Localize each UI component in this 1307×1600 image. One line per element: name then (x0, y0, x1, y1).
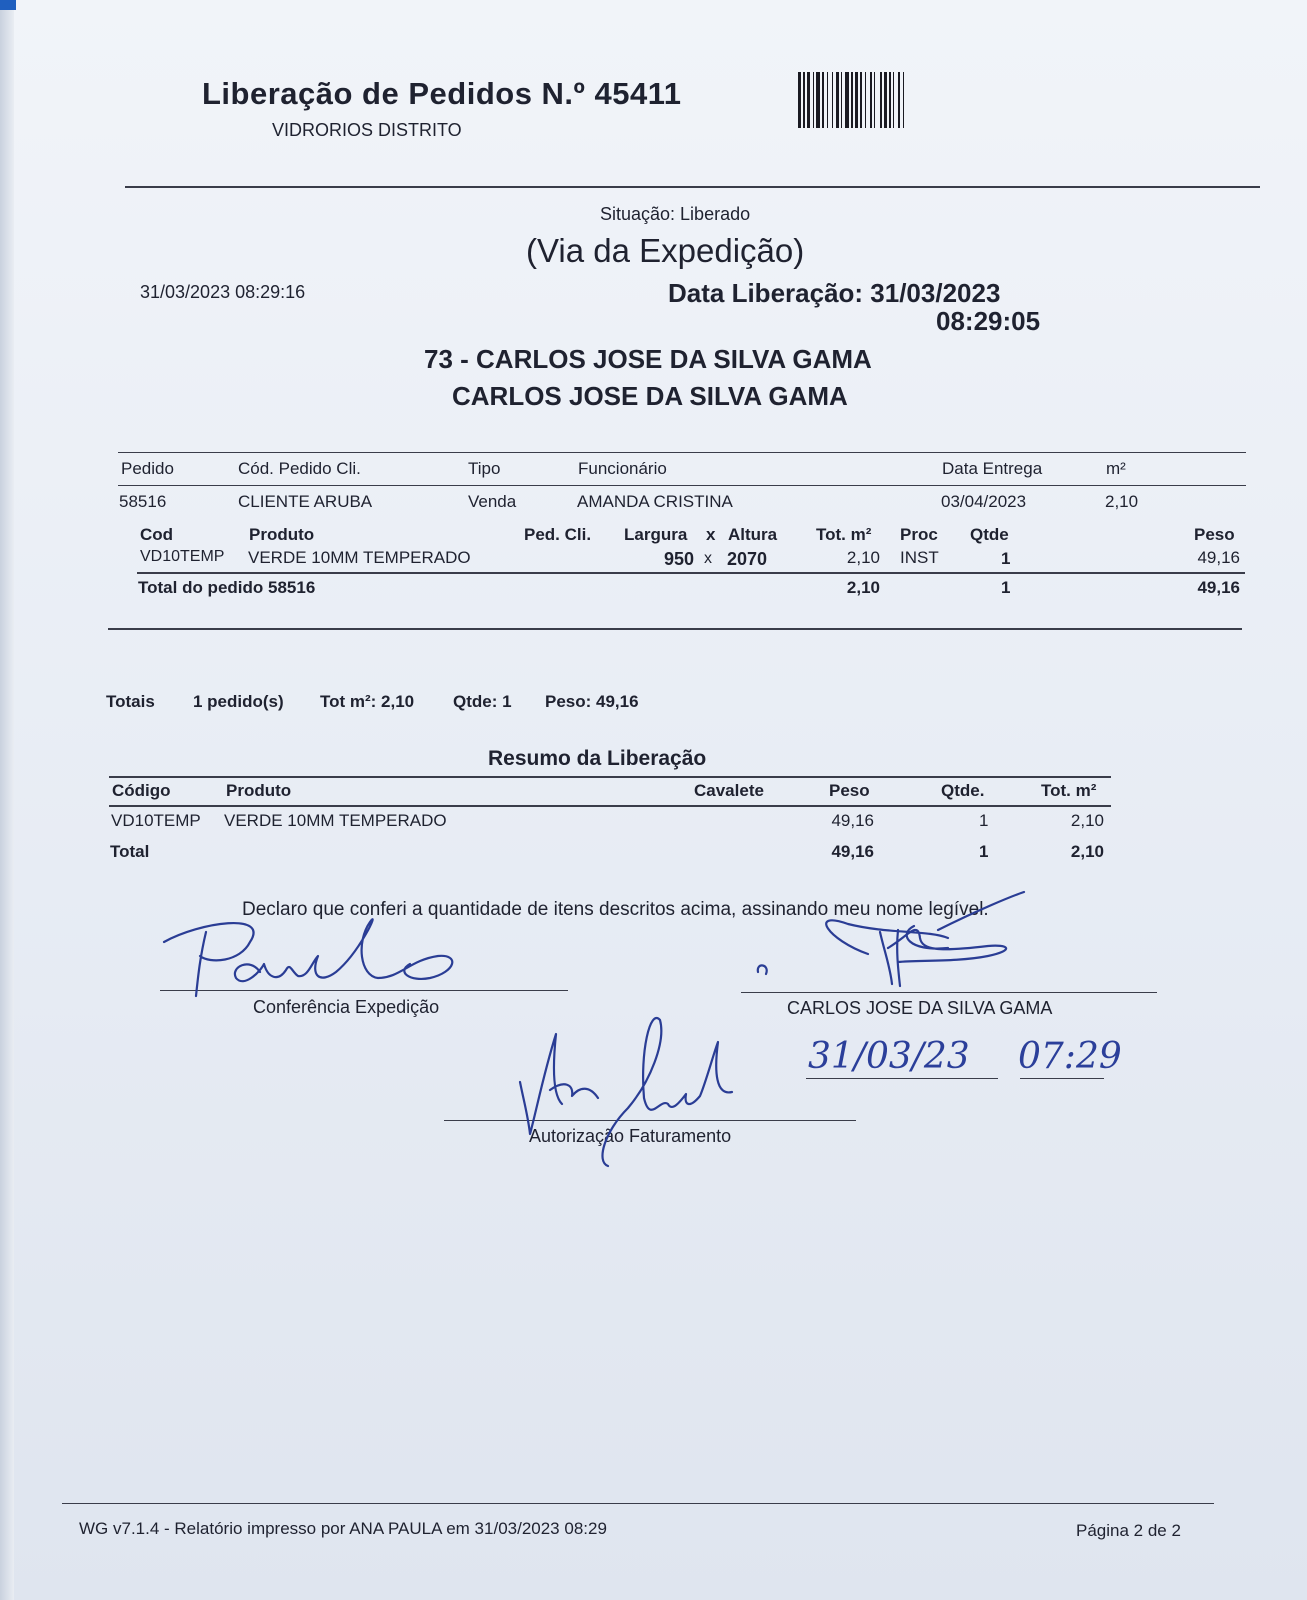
header-tipo: Tipo (468, 459, 501, 478)
totals-qtde: Qtde: 1 (453, 692, 512, 711)
client-name-code: 73 - CARLOS JOSE DA SILVA GAMA (424, 344, 872, 374)
item-header-largura: Largura (624, 525, 688, 544)
item-altura: 2070 (727, 549, 768, 569)
item-cod: VD10TEMP (140, 548, 225, 565)
release-time: 08:29:05 (936, 306, 1041, 336)
item-header-qtde: Qtde (970, 525, 1009, 544)
paper-edge-shadow (0, 0, 14, 1600)
summary-header-peso: Peso (829, 781, 870, 800)
item-header-proc: Proc (900, 525, 938, 544)
signature-ana-paula (500, 1012, 750, 1172)
autorizacao-label: Autorização Faturamento (529, 1126, 732, 1146)
summary-tot-m2: 2,10 (1070, 811, 1104, 830)
header-m2: m² (1106, 459, 1126, 478)
item-header-tot-m2: Tot. m² (816, 525, 872, 544)
print-datetime: 31/03/2023 08:29:16 (140, 282, 306, 302)
header-pedido: Pedido (121, 459, 174, 478)
client-name: CARLOS JOSE DA SILVA GAMA (452, 381, 848, 411)
barcode-icon (798, 72, 1000, 130)
document-title: Liberação de Pedidos N.º 45411 (202, 76, 682, 111)
item-header-x: x (706, 525, 716, 544)
item-header-peso: Peso (1194, 525, 1235, 544)
item-peso: 49,16 (1197, 548, 1240, 567)
order-total-label: Total do pedido 58516 (138, 578, 316, 597)
order-total-line (137, 572, 1245, 574)
summary-header-line (109, 805, 1111, 807)
summary-header-tot-m2: Tot. m² (1041, 781, 1097, 800)
summary-header-produto: Produto (226, 781, 292, 800)
handwritten-date-underline (806, 1078, 998, 1079)
summary-produto: VERDE 10MM TEMPERADO (224, 811, 447, 830)
header-divider (125, 186, 1260, 188)
copy-label: (Via da Expedição) (526, 232, 805, 269)
item-produto: VERDE 10MM TEMPERADO (248, 548, 471, 567)
page-number: Página 2 de 2 (1076, 1521, 1181, 1540)
order-table-bottom-line (108, 628, 1242, 630)
order-cod-pedido-cli: CLIENTE ARUBA (238, 492, 373, 511)
order-header-line (118, 485, 1246, 486)
release-date: Data Liberação: 31/03/2023 (668, 278, 1001, 308)
summary-codigo: VD10TEMP (111, 811, 201, 830)
order-total-tot-m2: 2,10 (846, 578, 880, 597)
order-total-qtde: 1 (1001, 578, 1011, 597)
summary-title: Resumo da Liberação (488, 747, 707, 770)
totals-tot-m2: Tot m²: 2,10 (320, 692, 415, 711)
header-data-entrega: Data Entrega (942, 459, 1043, 478)
header-funcionario: Funcionário (578, 459, 667, 478)
totals-label: Totais (106, 692, 155, 711)
conferencia-label: Conferência Expedição (253, 997, 440, 1017)
totals-pedidos: 1 pedido(s) (193, 692, 284, 711)
background-corner (0, 0, 16, 10)
signature-client (748, 890, 1128, 990)
handwritten-time-underline (1020, 1078, 1104, 1079)
footer-print-info: WG v7.1.4 - Relatório impresso por ANA PAULA em 31/03/2023 08:29 (79, 1519, 607, 1538)
summary-header-cavalete: Cavalete (694, 781, 764, 800)
handwritten-date: 31/03/23 (808, 1036, 970, 1077)
order-tipo: Venda (468, 492, 517, 511)
order-data-entrega: 03/04/2023 (941, 492, 1027, 511)
order-m2: 2,10 (1105, 492, 1139, 511)
item-tot-m2: 2,10 (846, 548, 880, 567)
summary-qtde: 1 (979, 811, 989, 830)
summary-peso: 49,16 (831, 811, 874, 830)
summary-header-qtde: Qtde. (941, 781, 985, 800)
signature-paulo (160, 912, 460, 1002)
summary-total-label: Total (110, 842, 150, 861)
summary-total-qtde: 1 (979, 842, 989, 861)
order-table-top-line (118, 452, 1246, 453)
item-header-altura: Altura (728, 525, 778, 544)
company-name: VIDRORIOS DISTRITO (272, 120, 462, 140)
summary-header-codigo: Código (112, 781, 171, 800)
item-largura: 950 (663, 549, 694, 569)
declaration-text: Declaro que conferi a quantidade de itens descritos acima, assinando meu nome legível. (242, 899, 989, 920)
client-signature-label: CARLOS JOSE DA SILVA GAMA (787, 998, 1053, 1018)
totals-peso: Peso: 49,16 (545, 692, 639, 711)
item-header-produto: Produto (249, 525, 315, 544)
item-header-cod: Cod (140, 525, 174, 544)
client-signature-line (741, 992, 1157, 993)
item-x: x (704, 550, 712, 567)
item-qtde: 1 (1001, 549, 1011, 568)
footer-divider (62, 1503, 1214, 1504)
status-label: Situação: Liberado (600, 204, 751, 224)
handwritten-time: 07:29 (1018, 1036, 1122, 1077)
item-header-ped-cli: Ped. Cli. (524, 525, 592, 544)
header-cod-pedido-cli: Cód. Pedido Cli. (238, 459, 361, 478)
order-total-peso: 49,16 (1197, 578, 1240, 597)
order-funcionario: AMANDA CRISTINA (577, 492, 733, 511)
summary-top-line (109, 776, 1111, 778)
order-pedido: 58516 (119, 492, 167, 511)
item-proc: INST (900, 548, 939, 567)
summary-total-tot-m2: 2,10 (1070, 842, 1104, 861)
summary-total-peso: 49,16 (831, 842, 874, 861)
